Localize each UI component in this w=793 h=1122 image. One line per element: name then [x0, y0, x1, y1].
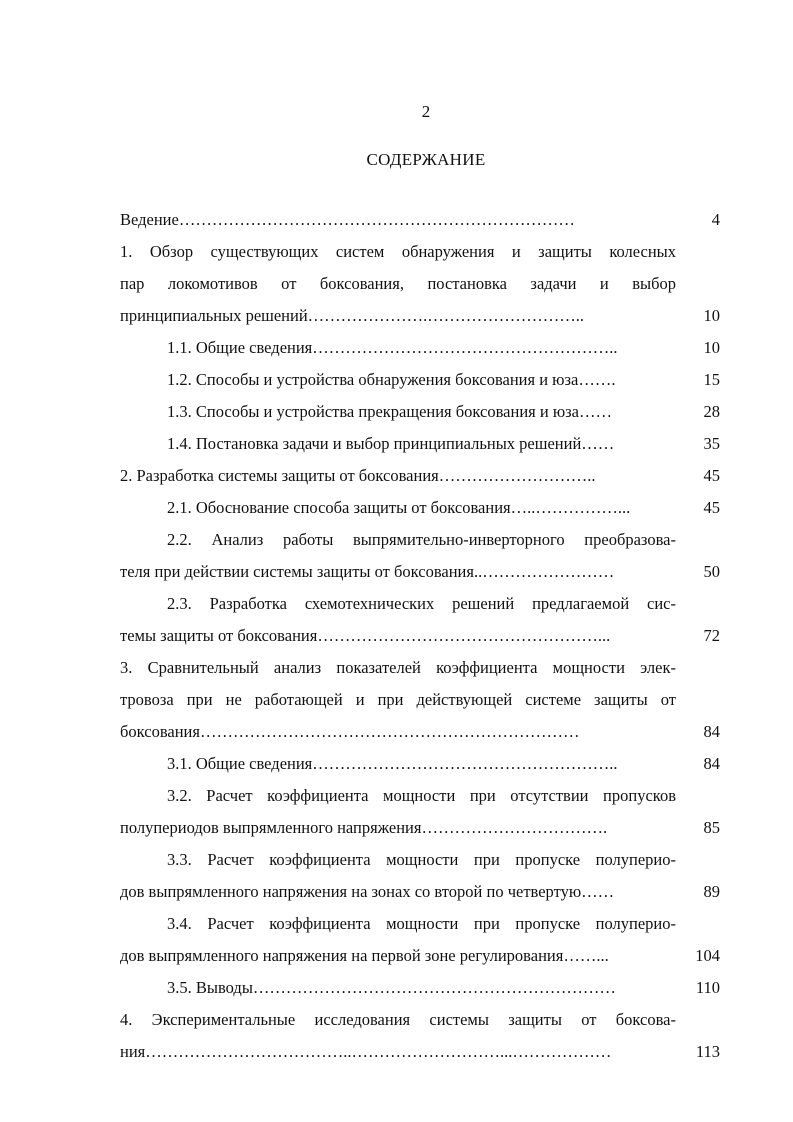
toc-entry-text: дов выпрямленного напряжения на зонах со второй по четвертую…… — [120, 882, 615, 901]
toc-page-number: 104 — [695, 946, 720, 965]
toc-line — [120, 524, 720, 556]
toc-line — [120, 844, 720, 876]
toc-page-number: 84 — [703, 754, 720, 773]
toc-line — [120, 684, 720, 716]
toc-title: СОДЕРЖАНИЕ — [366, 150, 486, 169]
toc-line — [120, 204, 720, 236]
toc-page-number: 89 — [703, 882, 720, 901]
toc-entry — [120, 428, 720, 460]
toc-line — [120, 972, 720, 1004]
toc-entry-text: боксования…………………………………………………………… — [120, 722, 580, 741]
toc-entry-text: 1.2. Способы и устройства обнаружения боксования и юза……. — [167, 370, 616, 389]
toc-entry — [120, 972, 720, 1004]
toc-page-number: 35 — [703, 434, 720, 453]
toc-line — [120, 492, 720, 524]
toc-entry — [120, 332, 720, 364]
toc-page-number: 45 — [703, 498, 720, 517]
toc-entry — [120, 844, 720, 908]
toc-entry — [120, 460, 720, 492]
toc-page-number: 15 — [703, 370, 720, 389]
toc-line — [120, 652, 720, 684]
toc-entry — [120, 908, 720, 972]
toc-entry — [120, 492, 720, 524]
toc-entry-text: 2.2. Анализ работы выпрямительно-инверторного преобразова- — [167, 530, 676, 549]
toc-entry-text: дов выпрямленного напряжения на первой зоне регулирования……... — [120, 946, 609, 965]
toc-entry-text: 1. Обзор существующих систем обнаружения и защиты колесных — [120, 242, 676, 261]
toc-entry — [120, 524, 720, 588]
toc-entry-text: ния………………………………..………………………...……………… — [120, 1042, 612, 1061]
toc-entry-text: пар локомотивов от боксования, постановка задачи и выбор — [120, 274, 676, 293]
toc-line — [120, 812, 720, 844]
toc-line — [120, 940, 720, 972]
toc-line — [120, 428, 720, 460]
toc-line — [120, 556, 720, 588]
toc-line — [120, 908, 720, 940]
toc-entry — [120, 236, 720, 332]
toc-entry — [120, 364, 720, 396]
toc-entry-text: 2. Разработка системы защиты от боксования……………………….. — [120, 466, 596, 485]
toc-page-number: 10 — [703, 338, 720, 357]
toc-entry-text: 2.1. Обоснование способа защиты от боксования…..……………... — [167, 498, 631, 517]
toc-entry-text: 3. Сравнительный анализ показателей коэффициента мощности элек- — [120, 658, 676, 677]
toc-page-number: 45 — [703, 466, 720, 485]
toc-page-number: 28 — [703, 402, 720, 421]
toc-entry — [120, 396, 720, 428]
toc-entry — [120, 748, 720, 780]
toc-entry-text: 3.1. Общие сведения……………………………………………….. — [167, 754, 618, 773]
toc-page-number: 85 — [703, 818, 720, 837]
toc-entry — [120, 204, 720, 236]
toc-line — [120, 588, 720, 620]
toc-line — [120, 620, 720, 652]
toc-line — [120, 396, 720, 428]
toc-line — [120, 364, 720, 396]
toc-line — [120, 716, 720, 748]
toc-line — [120, 236, 720, 268]
page-number: 2 — [421, 102, 431, 121]
toc-entry-text: 3.4. Расчет коэффициента мощности при пропуске полупериo- — [167, 914, 676, 933]
toc-line — [120, 300, 720, 332]
toc-entry — [120, 1004, 720, 1068]
toc-page-number: 10 — [703, 306, 720, 325]
toc-entry-text: принципиальных решений………………….……………………….. — [120, 306, 585, 325]
toc-page-number: 110 — [695, 978, 720, 997]
toc-entry-text: теля при действии системы защиты от боксования..…………………… — [120, 562, 615, 581]
toc-page-number: 84 — [703, 722, 720, 741]
toc-entry-text: 3.2. Расчет коэффициента мощности при отсутствии пропусков — [167, 786, 676, 805]
toc-entry-text: Ведение……………………………………………………………… — [120, 210, 575, 229]
toc-line — [120, 268, 720, 300]
toc-line — [120, 332, 720, 364]
toc-entry-text: тровоза при не работающей и при действующей системе защиты от — [120, 690, 676, 709]
toc-entry — [120, 588, 720, 652]
toc-line — [120, 748, 720, 780]
toc-entry-text: 3.3. Расчет коэффициента мощности при пропуске полупериo- — [167, 850, 676, 869]
toc-entry-text: 4. Экспериментальные исследования системы защиты от боксова- — [120, 1010, 676, 1029]
toc-entry — [120, 652, 720, 748]
toc-page-number: 50 — [703, 562, 720, 581]
toc-entry-text: 1.1. Общие сведения……………………………………………….. — [167, 338, 618, 357]
toc-entry — [120, 780, 720, 844]
toc-line — [120, 460, 720, 492]
toc-line — [120, 1036, 720, 1068]
toc-entry-text: 2.3. Разработка схемотехнических решений предлагаемой сис- — [167, 594, 676, 613]
toc-line — [120, 1004, 720, 1036]
toc-entry-text: 1.3. Способы и устройства прекращения боксования и юза…… — [167, 402, 612, 421]
table-of-contents — [120, 204, 720, 1068]
toc-entry-text: темы защиты от боксования……………………………………………... — [120, 626, 611, 645]
toc-entry-text: 3.5. Выводы………………………………………………………… — [167, 978, 616, 997]
toc-page-number: 113 — [695, 1042, 720, 1061]
toc-page-number: 72 — [703, 626, 720, 645]
toc-line — [120, 780, 720, 812]
toc-page-number: 4 — [711, 210, 720, 229]
toc-line — [120, 876, 720, 908]
toc-entry-text: полупериодов выпрямленного напряжения……………………………. — [120, 818, 608, 837]
toc-entry-text: 1.4. Постановка задачи и выбор принципиальных решений…… — [167, 434, 615, 453]
